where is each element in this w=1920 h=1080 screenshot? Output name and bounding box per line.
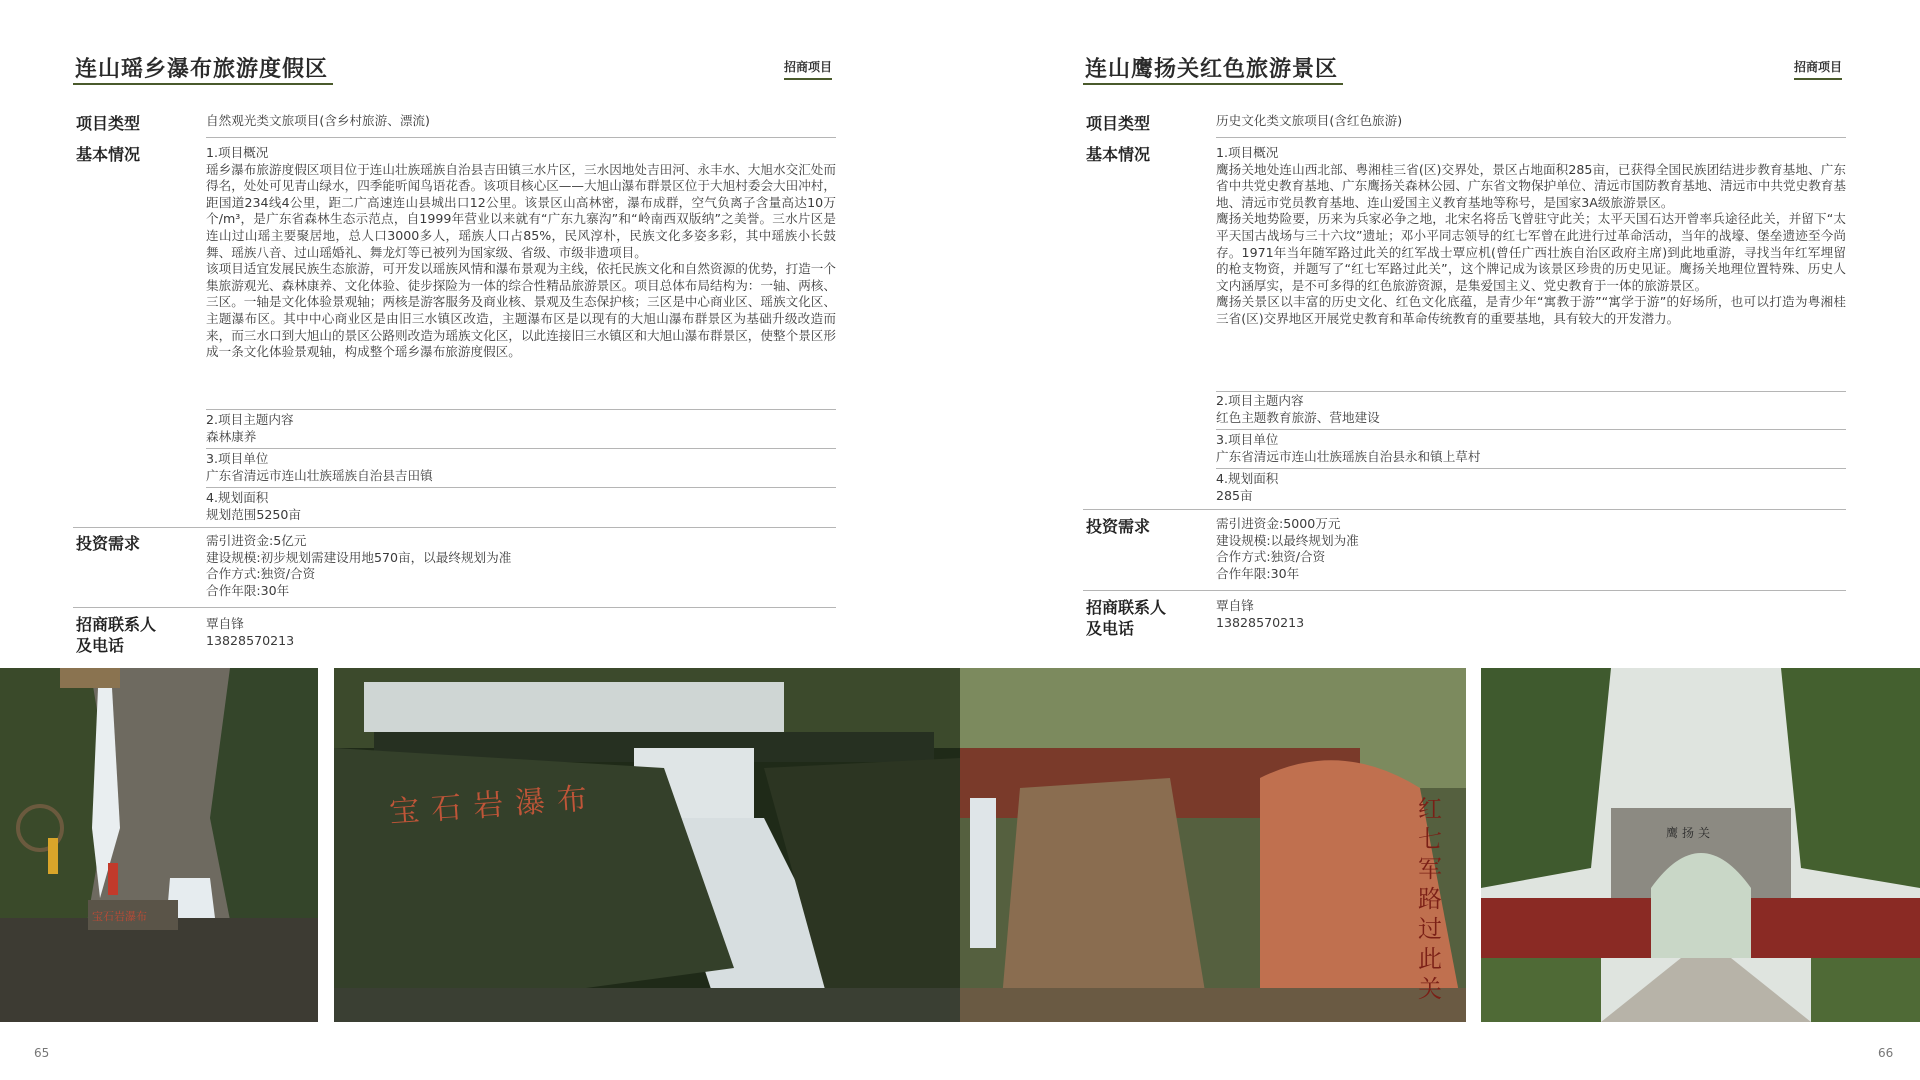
investment-line: 合作方式:独资/合资 bbox=[206, 566, 316, 582]
overview-heading: 1.项目概况 bbox=[206, 145, 269, 160]
area-value: 285亩 bbox=[1216, 487, 1253, 503]
investment-line: 建设规模:以最终规划为准 bbox=[1216, 532, 1359, 548]
cascade-waterfall-photo bbox=[334, 668, 960, 1022]
investment-label: 投资需求 bbox=[76, 534, 141, 553]
theme-value: 红色主题教育旅游、营地建设 bbox=[1216, 409, 1380, 425]
red-stone-illustration bbox=[960, 668, 1466, 1022]
waterfall-gorge-illustration bbox=[0, 668, 318, 1022]
divider bbox=[1216, 468, 1846, 469]
contact-label-line: 及电话 bbox=[1086, 619, 1135, 638]
overview-paragraph: 鹰扬关景区以丰富的历史文化、红色文化底蕴，是青少年“寓教于游”“寓学于游”的好场所，也可以打造为粤湘桂三省(区)交界地区开展党史教育和革命传统教育的重要基地，具有较大的开发潜力。 bbox=[1216, 294, 1846, 326]
investment-line: 合作年限:30年 bbox=[1216, 565, 1300, 581]
unit-value: 广东省清远市连山壮族瑶族自治县吉田镇 bbox=[206, 467, 433, 483]
investment-block bbox=[206, 533, 836, 599]
unit-block bbox=[1216, 432, 1846, 465]
investment-label: 投资需求 bbox=[1086, 517, 1151, 536]
red-stone-photo bbox=[960, 668, 1466, 1022]
contact-name: 覃自锋 bbox=[1216, 598, 1254, 613]
basic-info-label: 基本情况 bbox=[1086, 145, 1151, 164]
overview-block bbox=[206, 145, 836, 361]
divider bbox=[1083, 590, 1846, 591]
section-tag: 招商项目 bbox=[784, 58, 832, 80]
page-title: 连山鹰扬关红色旅游景区 bbox=[1085, 56, 1339, 82]
overview-paragraph: 鹰扬关地势险要，历来为兵家必争之地，北宋名将岳飞曾驻守此关；太平天国石达开曾率兵途径此关，并留下“太平天国古战场与三十六坟”遗址；邓小平同志领导的红七军曾在此进行过革命活动，当年的战壕、堡垒遗迹至今尚存。1971年当年随军路过此关的红军战士覃应机(曾任广西壮族自治区政府主席)到此地重游，寻找当年红军埋留的枪支物资，并题写了“红七军路过此关”，这个牌记成为该景区珍贵的历史见证。鹰扬关地理位置特殊、历史人文内涵厚实，是不可多得的红色旅游资源，是集爱国主义、党史教育于一体的旅游景区。 bbox=[1216, 211, 1846, 293]
contact-label bbox=[76, 614, 156, 656]
divider bbox=[1216, 391, 1846, 392]
contact-block bbox=[206, 616, 836, 649]
divider bbox=[1083, 509, 1846, 510]
investment-line: 建设规模:初步规划需建设用地570亩，以最终规划为准 bbox=[206, 549, 512, 565]
theme-block bbox=[206, 412, 836, 445]
contact-phone: 13828570213 bbox=[1216, 614, 1305, 630]
divider bbox=[73, 607, 836, 608]
area-heading: 4.规划面积 bbox=[206, 490, 269, 505]
unit-value: 广东省清远市连山壮族瑶族自治县永和镇上草村 bbox=[1216, 448, 1481, 464]
unit-heading: 3.项目单位 bbox=[1216, 432, 1279, 447]
divider bbox=[1216, 137, 1846, 138]
investment-line: 需引进资金:5亿元 bbox=[206, 533, 307, 548]
investment-line: 合作方式:独资/合资 bbox=[1216, 549, 1326, 565]
unit-heading: 3.项目单位 bbox=[206, 451, 269, 466]
divider bbox=[206, 448, 836, 449]
contact-label-line: 招商联系人 bbox=[76, 615, 157, 634]
overview-block bbox=[1216, 145, 1846, 328]
theme-value: 森林康养 bbox=[206, 428, 257, 444]
cascade-waterfall-illustration bbox=[334, 668, 960, 1022]
area-value: 规划范围5250亩 bbox=[206, 506, 302, 522]
divider bbox=[73, 527, 836, 528]
investment-block bbox=[1216, 516, 1846, 582]
project-type-label: 项目类型 bbox=[76, 114, 141, 133]
title-underline bbox=[73, 83, 333, 85]
gate-photo bbox=[1481, 668, 1920, 1022]
title-underline bbox=[1083, 83, 1343, 85]
divider bbox=[206, 409, 836, 410]
overview-paragraph: 该项目适宜发展民族生态旅游，可开发以瑶族风情和瀑布景观为主线，依托民族文化和自然资源的优势，打造一个集旅游观光、森林康养、文化体验、徒步探险为一体的综合性精品旅游景区。项目总体布局结构为：一轴、两核、三区。一轴是文化体验景观轴；两核是游客服务及商业核、景观及生态保护核；三区是中心商业区、瑶族文化区、主题瀑布区。其中中心商业区是由旧三水镇区改造，主题瀑布区是以现有的大旭山瀑布群景区为基础升级改造而来，而三水口到大旭山的景区公路则改造为瑶族文化区，以此连接旧三水镇区和大旭山瀑布群景区，使整个景区形成一条文化体验景观轴，构成整个瑶乡瀑布旅游度假区。 bbox=[206, 261, 836, 360]
project-type-label: 项目类型 bbox=[1086, 114, 1151, 133]
area-heading: 4.规划面积 bbox=[1216, 471, 1279, 486]
gate-illustration bbox=[1481, 668, 1920, 1022]
contact-block bbox=[1216, 598, 1846, 631]
unit-block bbox=[206, 451, 836, 484]
theme-heading: 2.项目主题内容 bbox=[1216, 393, 1304, 408]
contact-label bbox=[1086, 597, 1166, 639]
page-title: 连山瑶乡瀑布旅游度假区 bbox=[75, 56, 329, 82]
area-block bbox=[206, 490, 836, 523]
rock-inscription: 宝石岩瀑布 bbox=[388, 780, 601, 831]
gate-plaque: 鹰扬关 bbox=[1666, 826, 1715, 840]
overview-heading: 1.项目概况 bbox=[1216, 145, 1279, 160]
divider bbox=[1216, 429, 1846, 430]
basic-info-label: 基本情况 bbox=[76, 145, 141, 164]
contact-label-line: 招商联系人 bbox=[1086, 598, 1167, 617]
theme-heading: 2.项目主题内容 bbox=[206, 412, 294, 427]
section-tag: 招商项目 bbox=[1794, 58, 1842, 80]
area-block bbox=[1216, 471, 1846, 504]
theme-block bbox=[1216, 393, 1846, 426]
stone-inscription: 红七军路过此关 bbox=[1418, 795, 1442, 1003]
page-number: 66 bbox=[1878, 1046, 1894, 1060]
overview-paragraph: 瑶乡瀑布旅游度假区项目位于连山壮族瑶族自治县吉田镇三水片区，三水因地处吉田河、永丰水、大旭水交汇处而得名，处处可见青山绿水，四季能听闻鸟语花香。该项目核心区——大旭山瀑布群景区位于大旭村委会大田冲村，距国道234线4公里，距二广高速连山县城出口12公里。该景区山高林密，瀑布成群，空气负离子含量高达10万个/m³，是广东省森林生态示范点，自1999年营业以来就有“广东九寨沟”和“岭南西双版纳”之美誉。三水片区是连山过山瑶主要聚居地，总人口3000多人，瑶族人口占85%，民风淳朴，民族文化多姿多彩，其中瑶族小长鼓舞、瑶族八音、过山瑶婚礼、舞龙灯等已被列为国家级、省级、市级非遗项目。 bbox=[206, 161, 836, 260]
project-type-value: 历史文化类文旅项目(含红色旅游) bbox=[1216, 113, 1403, 128]
investment-line: 合作年限:30年 bbox=[206, 582, 290, 598]
page-number: 65 bbox=[34, 1046, 50, 1060]
rock-inscription-small: 宝石岩瀑布 bbox=[92, 910, 147, 923]
divider bbox=[206, 487, 836, 488]
divider bbox=[206, 137, 836, 138]
contact-label-line: 及电话 bbox=[76, 636, 125, 655]
project-type-value: 自然观光类文旅项目(含乡村旅游、漂流) bbox=[206, 113, 430, 128]
contact-name: 覃自锋 bbox=[206, 616, 244, 631]
overview-paragraph: 鹰扬关地处连山西北部、粤湘桂三省(区)交界处，景区占地面积285亩，已获得全国民族团结进步教育基地、广东省中共党史教育基地、广东鹰扬关森林公园、广东省文物保护单位、清远市国防教育基地、清远市中共党史教育基地、清远市党员教育基地、连山爱国主义教育基地等称号，是国家3A级旅游景区。 bbox=[1216, 161, 1846, 210]
contact-phone: 13828570213 bbox=[206, 632, 295, 648]
waterfall-gorge-photo bbox=[0, 668, 318, 1022]
investment-line: 需引进资金:5000万元 bbox=[1216, 516, 1341, 531]
